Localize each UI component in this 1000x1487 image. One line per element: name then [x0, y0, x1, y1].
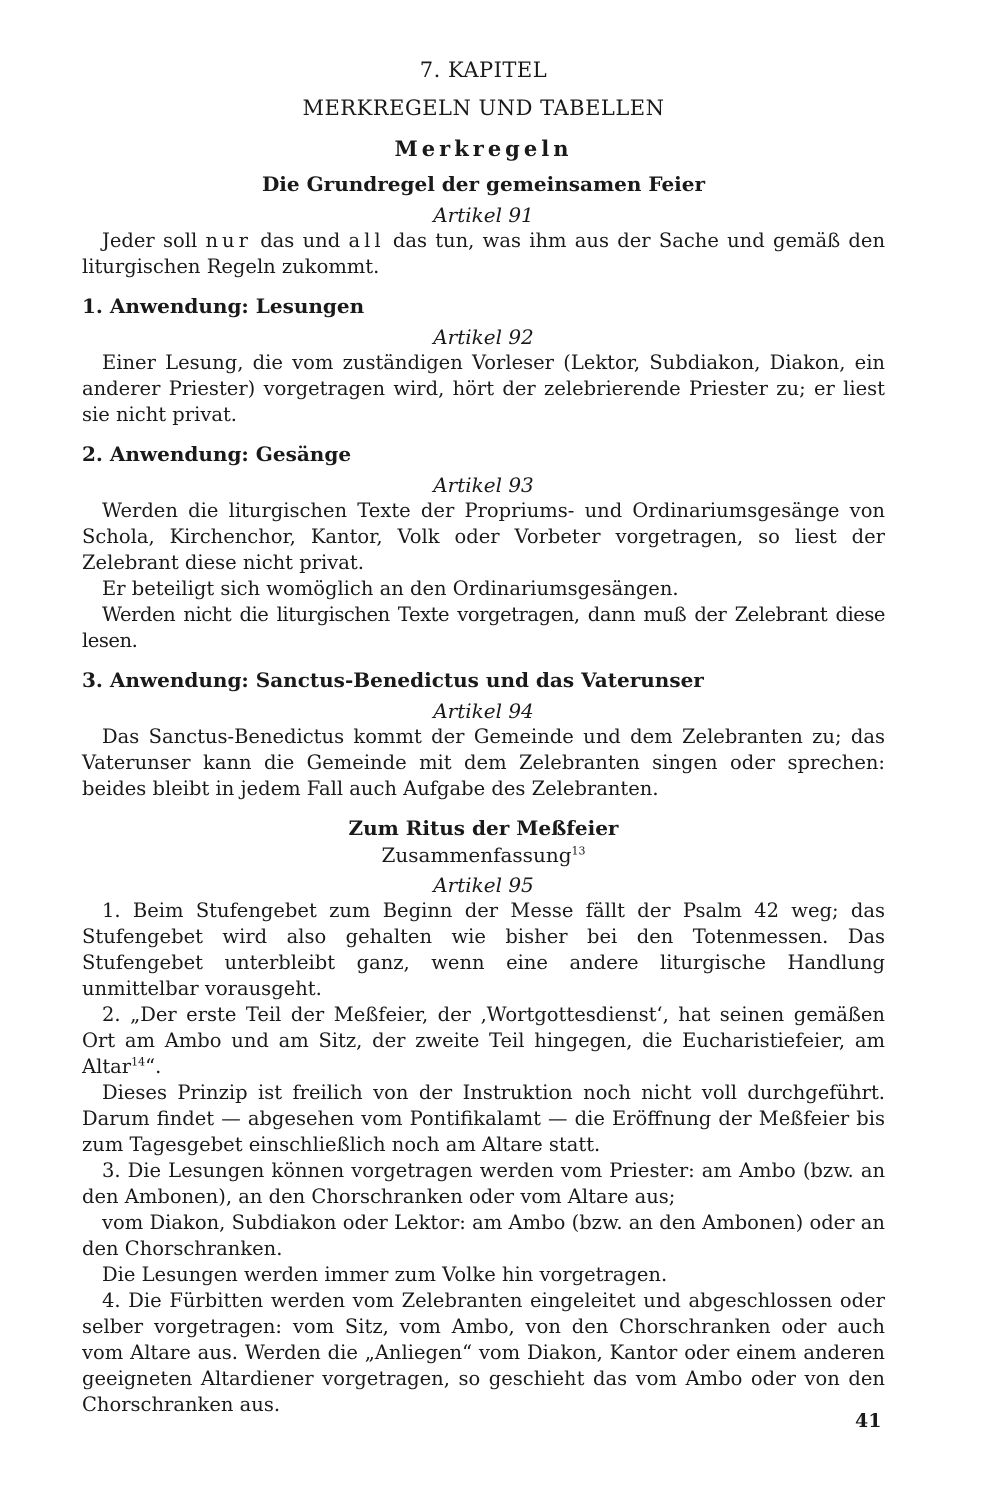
article-93-paragraph-2: Er beteiligt sich womöglich an den Ordinariumsgesängen. — [102, 577, 679, 600]
article-91-text-b: das und — [251, 229, 349, 252]
page — [82, 56, 885, 1418]
article-92-text: Einer Lesung, die vom zuständigen Vorleser (Lektor, Subdiakon, Diakon, ein anderer Priester) vorgetragen wird, hört der zelebrierende Priester zu; er liest sie nicht privat. — [82, 351, 885, 426]
article-95-paragraph-4: 3. Die Lesungen können vorgetragen werden vom Priester: am Ambo (bzw. an den Ambonen), an den Chorschranken oder vom Altare aus; — [82, 1159, 885, 1208]
article-95-label: Artikel 95 — [433, 873, 534, 897]
section-title: Merkregeln — [394, 136, 573, 161]
ritus-heading: Zum Ritus der Meßfeier — [348, 816, 619, 840]
article-93-label: Artikel 93 — [433, 473, 534, 497]
application-2-heading: 2. Anwendung: Gesänge — [82, 442, 352, 466]
page-number: 41 — [855, 1410, 882, 1432]
chapter-label: 7. KAPITEL — [419, 58, 548, 82]
article-95-paragraph-5: vom Diakon, Subdiakon oder Lektor: am Ambo (bzw. an den Ambonen) oder an den Chorschranken. — [82, 1211, 885, 1260]
footnote-13-marker: 13 — [571, 844, 586, 858]
emphasis-nur: nur — [205, 229, 252, 252]
article-92-label: Artikel 92 — [433, 325, 534, 349]
application-1-heading: 1. Anwendung: Lesungen — [82, 294, 365, 318]
article-95-paragraph-1: 1. Beim Stufengebet zum Beginn der Messe fällt der Psalm 42 weg; das Stufengebet wird also gehalten wie bisher bei den Totenmessen. Das Stufengebet unterbleibt ganz, wenn eine andere liturgische Handlung unmittelbar vorausgeht. — [82, 899, 885, 1000]
article-95-paragraph-2-end: “. — [145, 1055, 162, 1078]
grundregel-heading: Die Grundregel der gemeinsamen Feier — [261, 172, 706, 196]
article-95-paragraph-6: Die Lesungen werden immer zum Volke hin vorgetragen. — [102, 1263, 668, 1286]
article-91-text-a: Jeder soll — [102, 229, 206, 252]
article-95-paragraph-3: Dieses Prinzip ist freilich von der Instruktion noch nicht voll durchgeführt. Darum findet — abgesehen vom Pontifikalamt — die Eröffnung der Meßfeier bis zum Tagesgebet einschließlich noch am Altare statt. — [82, 1081, 885, 1156]
article-91-text — [82, 228, 885, 280]
article-93-paragraph-1: Werden die liturgischen Texte der Propriums- und Ordinariumsgesänge von Schola, Kirchenchor, Kantor, Volk oder Vorbeter vorgetragen, so liest der Zelebrant diese nicht privat. — [82, 499, 885, 574]
article-95-paragraph-2-text: 2. „Der erste Teil der Meßfeier, der ‚Wortgottesdienst‘, hat seinen gemäßen Ort am Ambo und am Sitz, der zweite Teil hingegen, die Eucharistiefeier, am Altar — [82, 1003, 885, 1078]
article-95-paragraph-7: 4. Die Fürbitten werden vom Zelebranten eingeleitet und abgeschlossen oder selber vorgetragen: vom Sitz, vom Ambo, von den Chorschranken oder auch vom Altare aus. Werden die „Anliegen“ vom Diakon, Kantor oder einem anderen geeigneten Altardiener vorgetragen, so geschieht das vom Ambo oder von den Chorschranken aus. — [82, 1289, 885, 1416]
article-91-text-c: das tun, was ihm aus der Sache und gemäß den liturgischen Regeln zukommt. — [82, 229, 886, 278]
footnote-14-marker: 14 — [131, 1055, 146, 1069]
ritus-subheading-text: Zusammenfassung — [381, 843, 572, 867]
article-94-text: Das Sanctus-Benedictus kommt der Gemeinde und dem Zelebranten zu; das Vaterunser kann die Gemeinde mit dem Zelebranten singen oder sprechen: beides bleibt in jedem Fall auch Aufgabe des Zelebranten. — [82, 725, 885, 800]
article-93-paragraph-3: Werden nicht die liturgischen Texte vorgetragen, dann muß der Zelebrant diese lesen. — [82, 603, 885, 652]
emphasis-all: all — [348, 229, 385, 252]
article-95-paragraph-2 — [82, 1002, 885, 1080]
page-title: MERKREGELN UND TABELLEN — [302, 96, 665, 120]
ritus-subheading — [82, 842, 885, 868]
article-94-label: Artikel 94 — [433, 699, 534, 723]
application-3-heading: 3. Anwendung: Sanctus-Benedictus und das Vaterunser — [82, 668, 704, 692]
article-91-label: Artikel 91 — [433, 203, 534, 227]
